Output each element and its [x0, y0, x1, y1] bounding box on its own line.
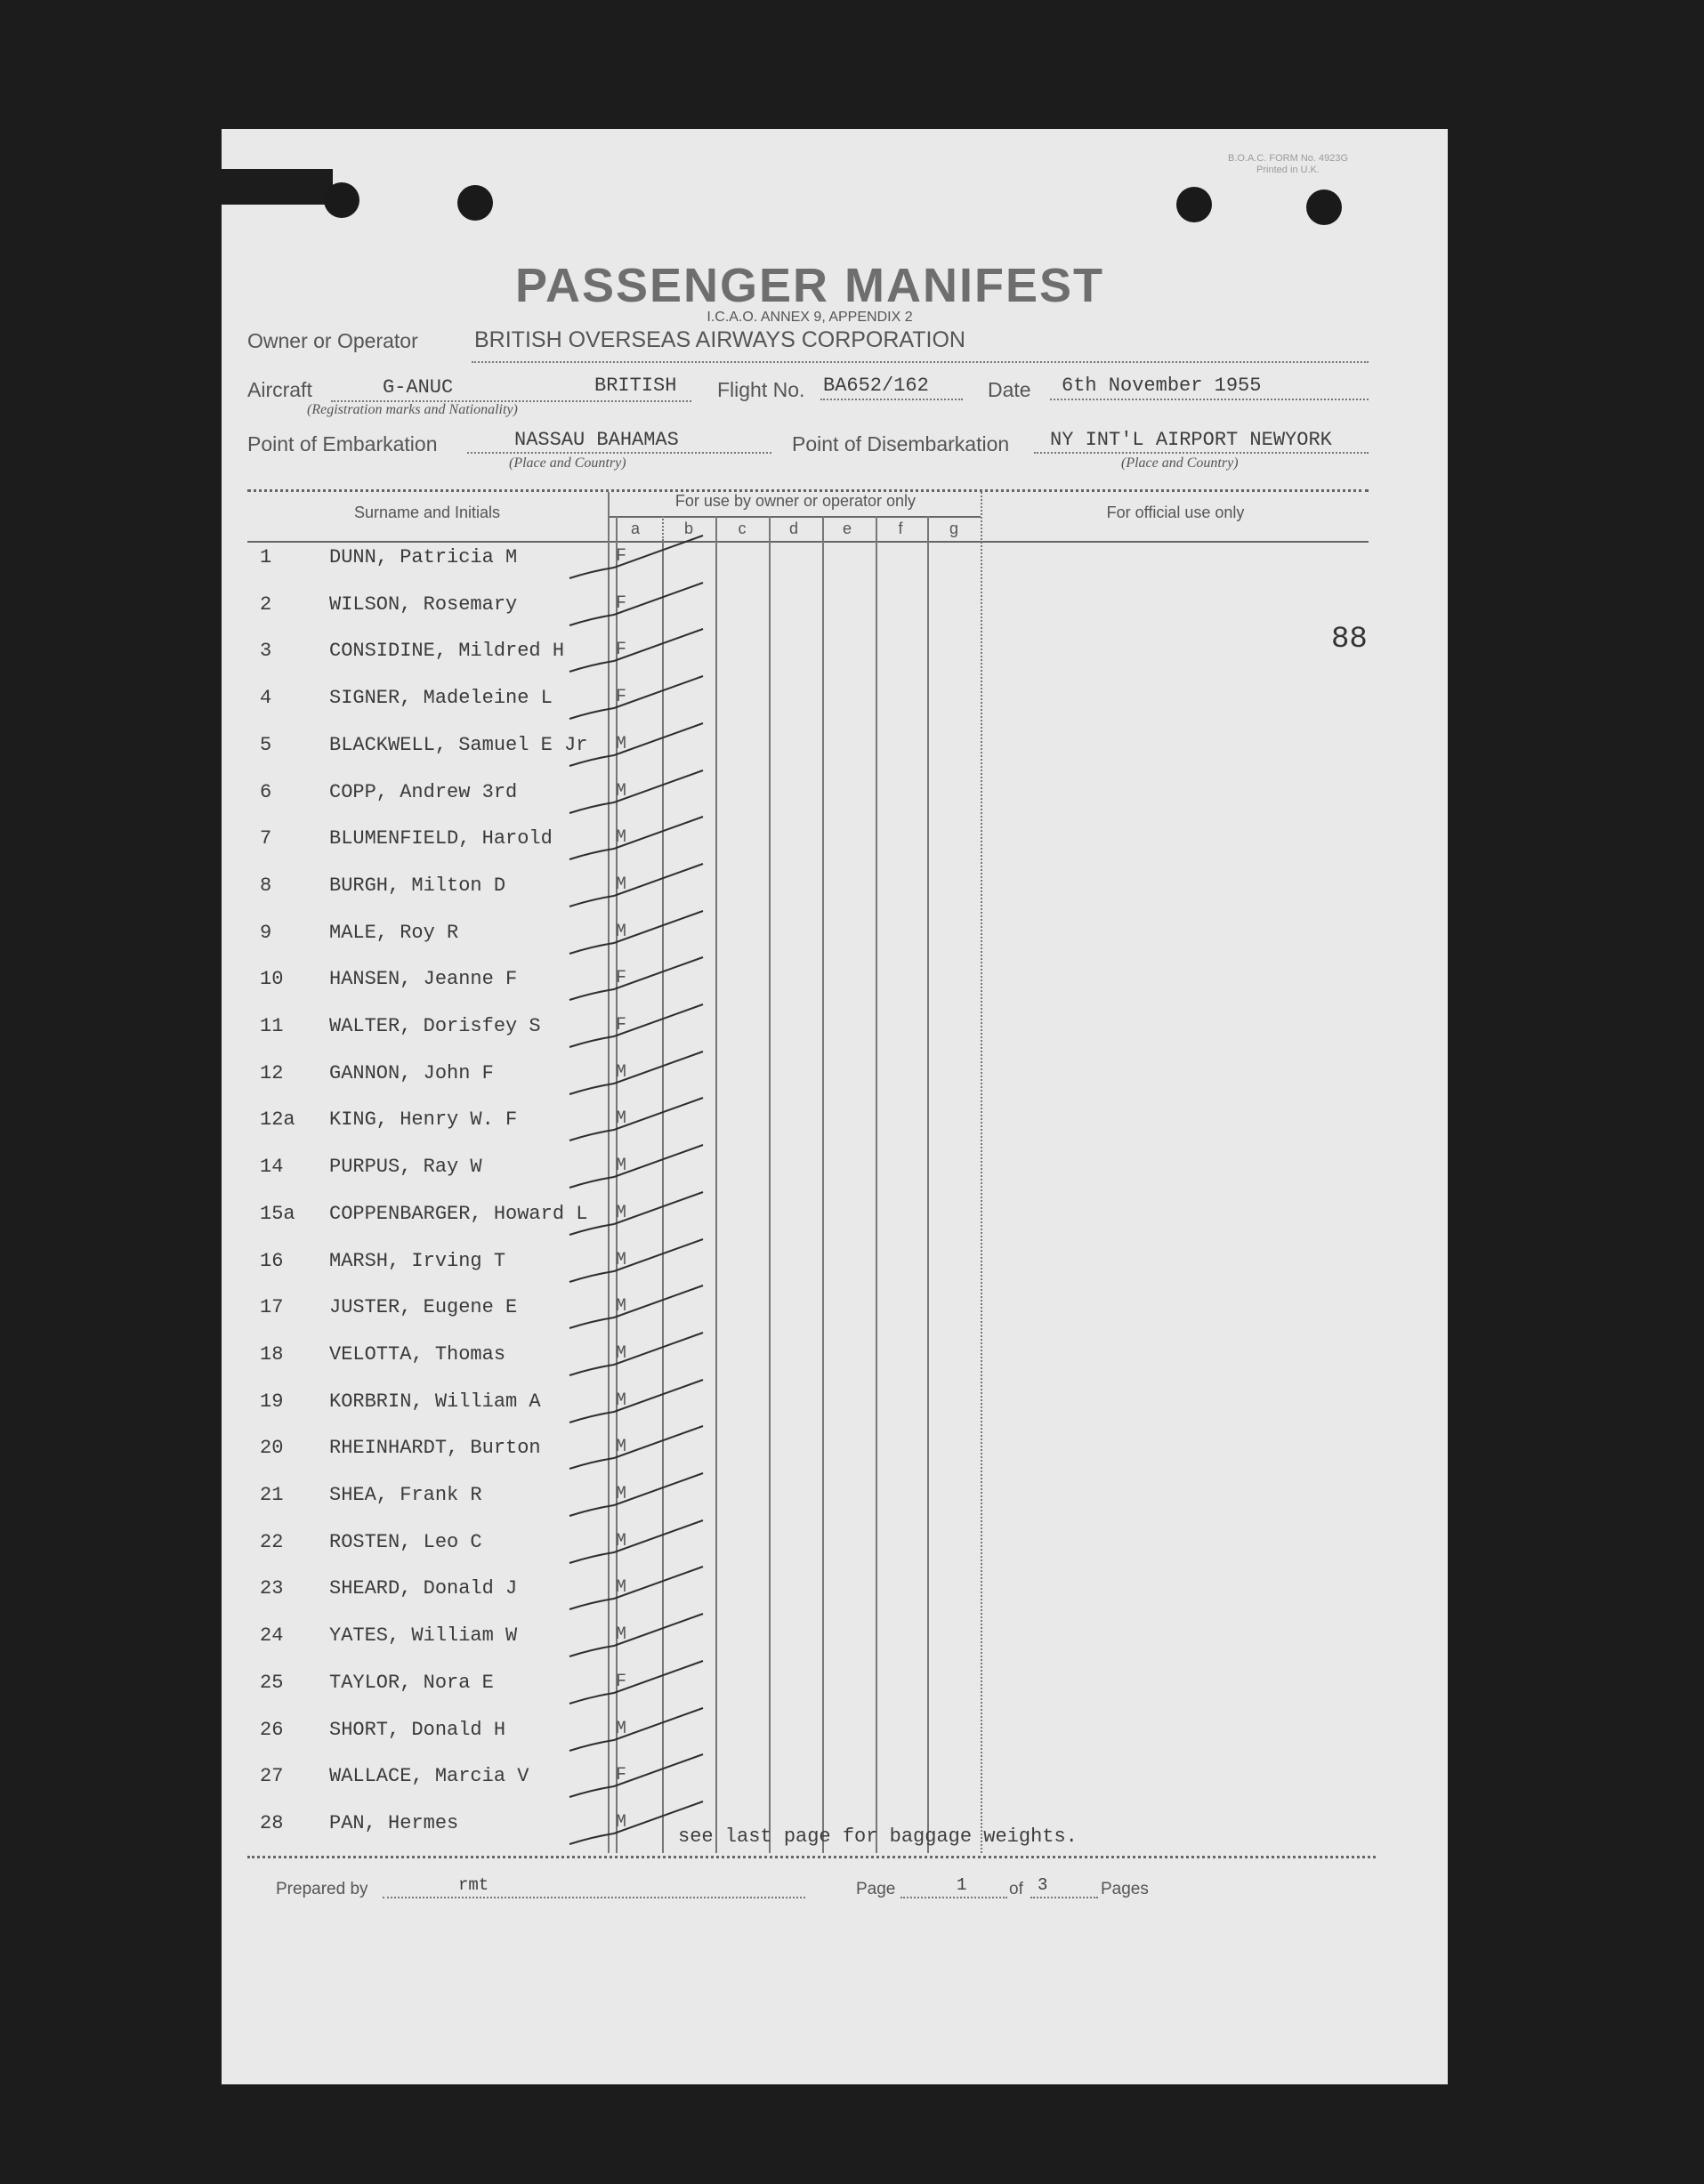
- disembark-hint: (Place and Country): [1121, 455, 1239, 471]
- date-label: Date: [988, 378, 1031, 401]
- pen-check-mark: [569, 1426, 703, 1469]
- passenger-sex: M: [616, 1390, 627, 1411]
- col-letter-f: f: [898, 520, 903, 537]
- passenger-name: PAN, Hermes: [329, 1812, 459, 1834]
- passenger-name: GANNON, John F: [329, 1062, 494, 1084]
- pen-check-mark: [569, 1473, 703, 1516]
- passenger-name: SIGNER, Madeleine L: [329, 687, 553, 709]
- passenger-number: 17: [260, 1296, 284, 1318]
- total-pages-underline: [1030, 1897, 1098, 1898]
- passenger-number: 6: [260, 781, 272, 803]
- pen-check-mark: [569, 864, 703, 907]
- passenger-number: 28: [260, 1812, 284, 1834]
- aircraft-value: G-ANUC: [383, 376, 454, 399]
- passenger-number: 20: [260, 1437, 284, 1459]
- pen-check-mark: [569, 1567, 703, 1609]
- pen-check-mark: [569, 1754, 703, 1797]
- passenger-name: TAYLOR, Nora E: [329, 1672, 494, 1694]
- page-value: 1: [957, 1875, 967, 1895]
- embark-label: Point of Embarkation: [247, 432, 438, 455]
- col-letter-d: d: [788, 520, 798, 537]
- embark-hint: (Place and Country): [509, 455, 626, 471]
- passenger-sex: M: [616, 1108, 627, 1129]
- disembark-label: Point of Disembarkation: [792, 432, 1010, 455]
- pen-check-mark: [569, 770, 703, 813]
- disembark-value: NY INT'L AIRPORT NEWYORK: [1050, 429, 1332, 451]
- passenger-number: 7: [260, 827, 272, 850]
- passenger-sex: M: [616, 1203, 627, 1223]
- flight-value: BA652/162: [823, 375, 929, 397]
- passenger-sex: M: [616, 1577, 627, 1598]
- passenger-name: KORBRIN, William A: [329, 1390, 541, 1413]
- passenger-name: SHORT, Donald H: [329, 1719, 506, 1741]
- passenger-sex: M: [616, 1296, 627, 1317]
- passenger-number: 15a: [260, 1203, 295, 1225]
- form-number-text: B.O.A.C. FORM No. 4923G: [1227, 153, 1349, 164]
- passenger-number: 10: [260, 968, 284, 990]
- passenger-sex: F: [616, 1672, 627, 1692]
- total-pages-value: 3: [1038, 1875, 1048, 1895]
- passenger-sex: M: [616, 781, 627, 802]
- passenger-name: YATES, William W: [329, 1624, 518, 1647]
- col-surname-header: Surname and Initials: [353, 504, 501, 521]
- passenger-sex: M: [616, 1812, 627, 1833]
- passenger-number: 12: [260, 1062, 284, 1084]
- passenger-number: 3: [260, 640, 272, 662]
- col-official-header: For official use only: [1106, 504, 1245, 521]
- baggage-note: see last page for baggage weights.: [678, 1825, 1078, 1848]
- passenger-number: 21: [260, 1484, 284, 1506]
- pen-check-mark: [569, 1661, 703, 1704]
- col-letter-e: e: [842, 520, 852, 537]
- flight-label: Flight No.: [717, 378, 805, 401]
- passenger-number: 2: [260, 593, 272, 616]
- passenger-number: 12a: [260, 1108, 295, 1131]
- pen-check-mark: [569, 911, 703, 954]
- pen-check-mark: [569, 957, 703, 1000]
- passenger-name: ROSTEN, Leo C: [329, 1531, 482, 1553]
- passenger-name: WALTER, Dorisfey S: [329, 1015, 541, 1037]
- date-value: 6th November 1955: [1062, 375, 1262, 397]
- pen-check-mark: [569, 1520, 703, 1563]
- prepared-value: rmt: [458, 1875, 489, 1895]
- passenger-name: SHEARD, Donald J: [329, 1577, 518, 1600]
- passenger-number: 25: [260, 1672, 284, 1694]
- pen-check-mark: [569, 1145, 703, 1188]
- page-title: PASSENGER MANIFEST: [514, 259, 1105, 312]
- passenger-sex: M: [616, 827, 627, 848]
- passenger-number: 5: [260, 734, 272, 756]
- pen-check-mark: [569, 629, 703, 672]
- pen-check-mark: [569, 817, 703, 859]
- owner-label: Owner or Operator: [247, 329, 418, 352]
- passenger-number: 11: [260, 1015, 284, 1037]
- pen-check-mark: [569, 1708, 703, 1751]
- pen-check-mark: [569, 676, 703, 719]
- passenger-name: MARSH, Irving T: [329, 1250, 506, 1272]
- passenger-sex: M: [616, 1343, 627, 1364]
- passenger-number: 1: [260, 546, 272, 568]
- passenger-name: WALLACE, Marcia V: [329, 1765, 529, 1787]
- passenger-sex: F: [616, 546, 627, 567]
- pen-check-mark: [569, 723, 703, 766]
- passenger-number: 9: [260, 922, 272, 944]
- passenger-sex: M: [616, 1437, 627, 1457]
- col-letter-g: g: [949, 520, 958, 537]
- pen-check-mark: [569, 1333, 703, 1375]
- passenger-sex: M: [616, 1156, 627, 1176]
- passenger-sex: F: [616, 1015, 627, 1036]
- passenger-number: 4: [260, 687, 272, 709]
- pages-label: Pages: [1101, 1880, 1149, 1898]
- passenger-number: 8: [260, 874, 272, 897]
- passenger-sex: M: [616, 1250, 627, 1270]
- passenger-sex: F: [616, 968, 627, 988]
- passenger-number: 23: [260, 1577, 284, 1600]
- owner-value: BRITISH OVERSEAS AIRWAYS CORPORATION: [474, 327, 965, 352]
- passenger-sex: M: [616, 1484, 627, 1504]
- passenger-name: COPPENBARGER, Howard L: [329, 1203, 588, 1225]
- pen-check-mark: [569, 583, 703, 625]
- pen-check-mark: [569, 1192, 703, 1235]
- col-letter-c: c: [738, 520, 747, 537]
- passenger-name: VELOTTA, Thomas: [329, 1343, 506, 1366]
- col-letter-a: a: [630, 520, 640, 537]
- nationality-value: BRITISH: [594, 375, 677, 397]
- passenger-name: PURPUS, Ray W: [329, 1156, 482, 1178]
- form-printed-text: Printed in U.K.: [1256, 165, 1320, 175]
- pen-check-mark: [569, 1239, 703, 1282]
- passenger-sex: F: [616, 1765, 627, 1785]
- passenger-name: DUNN, Patricia M: [329, 546, 518, 568]
- passenger-number: 14: [260, 1156, 284, 1178]
- passenger-name: MALE, Roy R: [329, 922, 459, 944]
- passenger-name: BLACKWELL, Samuel E Jr: [329, 734, 588, 756]
- page-underline: [900, 1897, 1007, 1898]
- passenger-name: JUSTER, Eugene E: [329, 1296, 518, 1318]
- passenger-number: 24: [260, 1624, 284, 1647]
- aircraft-label: Aircraft: [247, 378, 312, 401]
- pen-check-mark: [569, 536, 703, 578]
- passenger-sex: M: [616, 874, 627, 895]
- passenger-sex: M: [616, 734, 627, 754]
- of-label: of: [1009, 1880, 1023, 1898]
- passenger-number: 16: [260, 1250, 284, 1272]
- passenger-number: 27: [260, 1765, 284, 1787]
- passenger-sex: F: [616, 687, 627, 707]
- passenger-number: 18: [260, 1343, 284, 1366]
- passenger-name: COPP, Andrew 3rd: [329, 781, 518, 803]
- passenger-sex: M: [616, 1531, 627, 1551]
- page-subtitle: I.C.A.O. ANNEX 9, APPENDIX 2: [707, 310, 913, 325]
- passenger-number: 22: [260, 1531, 284, 1553]
- pen-check-mark: [569, 1098, 703, 1140]
- passenger-sex: F: [616, 593, 627, 614]
- passenger-sex: M: [616, 1062, 627, 1083]
- pen-check-mark: [569, 1285, 703, 1328]
- pen-check-mark: [569, 1380, 703, 1422]
- passenger-name: SHEA, Frank R: [329, 1484, 482, 1506]
- passenger-sex: M: [616, 1719, 627, 1739]
- table-bottom-rule: [247, 1856, 1376, 1858]
- pen-check-mark: [569, 1614, 703, 1656]
- prepared-underline: [383, 1897, 805, 1898]
- passenger-number: 26: [260, 1719, 284, 1741]
- passenger-name: RHEINHARDT, Burton: [329, 1437, 541, 1459]
- aircraft-hint: (Registration marks and Nationality): [307, 402, 518, 417]
- passenger-name: CONSIDINE, Mildred H: [329, 640, 565, 662]
- passenger-sex: F: [616, 640, 627, 660]
- prepared-label: Prepared by: [276, 1880, 368, 1898]
- pen-check-mark: [569, 1004, 703, 1047]
- pen-check-mark: [569, 1052, 703, 1094]
- embark-value: NASSAU BAHAMAS: [514, 429, 679, 451]
- official-number: 88: [1331, 623, 1368, 657]
- passenger-sex: M: [616, 1624, 627, 1645]
- col-owner-use-header: For use by owner or operator only: [674, 492, 917, 510]
- passenger-number: 19: [260, 1390, 284, 1413]
- passenger-sex: M: [616, 922, 627, 942]
- page-label: Page: [856, 1880, 896, 1898]
- passenger-name: KING, Henry W. F: [329, 1108, 518, 1131]
- col-letter-b: b: [683, 520, 693, 537]
- passenger-name: BURGH, Milton D: [329, 874, 506, 897]
- passenger-name: BLUMENFIELD, Harold: [329, 827, 553, 850]
- passenger-name: HANSEN, Jeanne F: [329, 968, 518, 990]
- passenger-name: WILSON, Rosemary: [329, 593, 518, 616]
